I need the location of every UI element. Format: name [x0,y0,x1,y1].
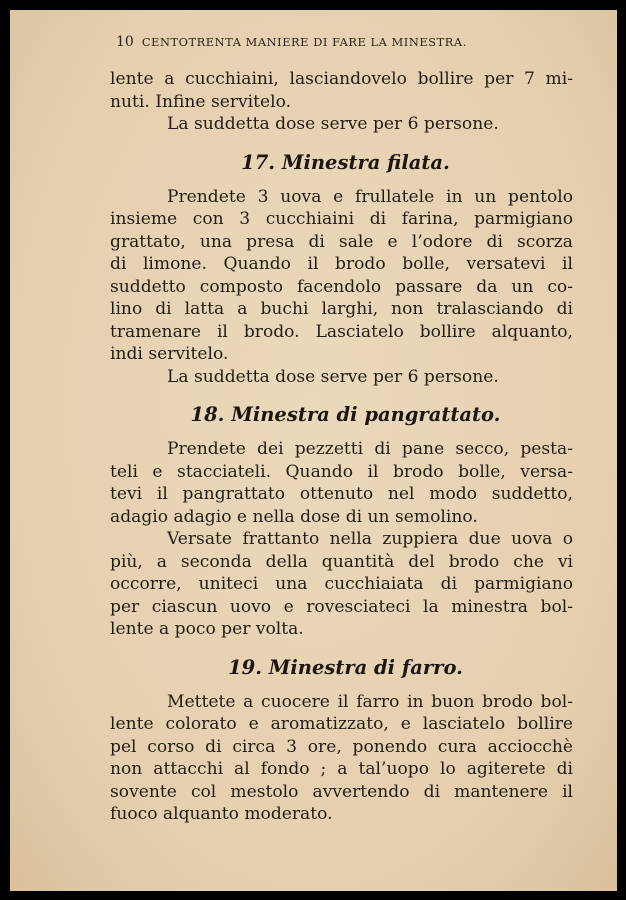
text-line: teli e stacciateli. Quando il brodo bolle, versa- [110,461,573,482]
text-line: lente a cucchiaini, lasciandovelo bollire per 7 mi- [110,69,573,89]
text-line: tevi il pangrattato ottenuto nel modo suddetto, [110,484,573,504]
text-line: lente a poco per volta. [110,619,304,639]
book-page [10,10,617,891]
text-line: nuti. Infine servitelo. [110,91,292,112]
running-header [116,34,546,50]
text-line: occorre, uniteci una cucchiaiata di parmigiano [110,574,573,594]
text-line: lino di latta a buchi larghi, non tralasciando di [110,299,573,319]
text-line: lente colorato e aromatizzato, e lasciatelo bollire [110,714,573,734]
page-number: 10 [116,34,134,50]
text-line: La suddetta dose serve per 6 persone. [167,114,499,134]
text-line: Prendete dei pezzetti di pane secco, pesta- [167,439,573,459]
text-line: tramenare il brodo. Lasciatelo bollire alquanto, [110,321,573,342]
text-line: La suddetta dose serve per 6 persone. [167,366,499,387]
text-line: Versate frattanto nella zuppiera due uova o [167,529,573,549]
text-line: per ciascun uovo e rovesciateci la minestra bol- [110,596,573,617]
text-line: pel corso di circa 3 ore, ponendo cura acciocchè [110,736,573,757]
running-title: CENTOTRENTA MANIERE DI FARE LA MINESTRA. [141,35,467,49]
page-body [110,68,573,826]
text-line: indi servitelo. [110,344,229,364]
recipe-title-18: 18. Minestra di pangrattato. [190,403,501,426]
text-line: non attacchi al fondo ; a tal’uopo lo agiterete di [110,759,573,779]
recipe-title-17: 17. Minestra filata. [241,150,450,174]
text-line: adagio adagio e nella dose di un semolino. [110,506,478,527]
text-line: più, a seconda della quantità del brodo che vi [110,551,573,572]
text-line: Mettete a cuocere il farro in buon brodo bol- [167,691,573,712]
text-line: fuoco alquanto moderato. [110,804,333,824]
text-line: suddetto composto facendolo passare da un co- [110,276,573,297]
text-line: Prendete 3 uova e frullatele in un pentolo [167,186,573,207]
text-line: di limone. Quando il brodo bolle, versatevi il [110,254,573,274]
text-line: sovente col mestolo avvertendo di mantenere il [110,781,573,802]
text-line: insieme con 3 cucchiaini di farina, parmigiano [110,209,573,229]
recipe-title-19: 19. Minestra di farro. [228,655,463,679]
text-line: grattato, una presa di sale e l’odore di scorza [110,231,573,252]
